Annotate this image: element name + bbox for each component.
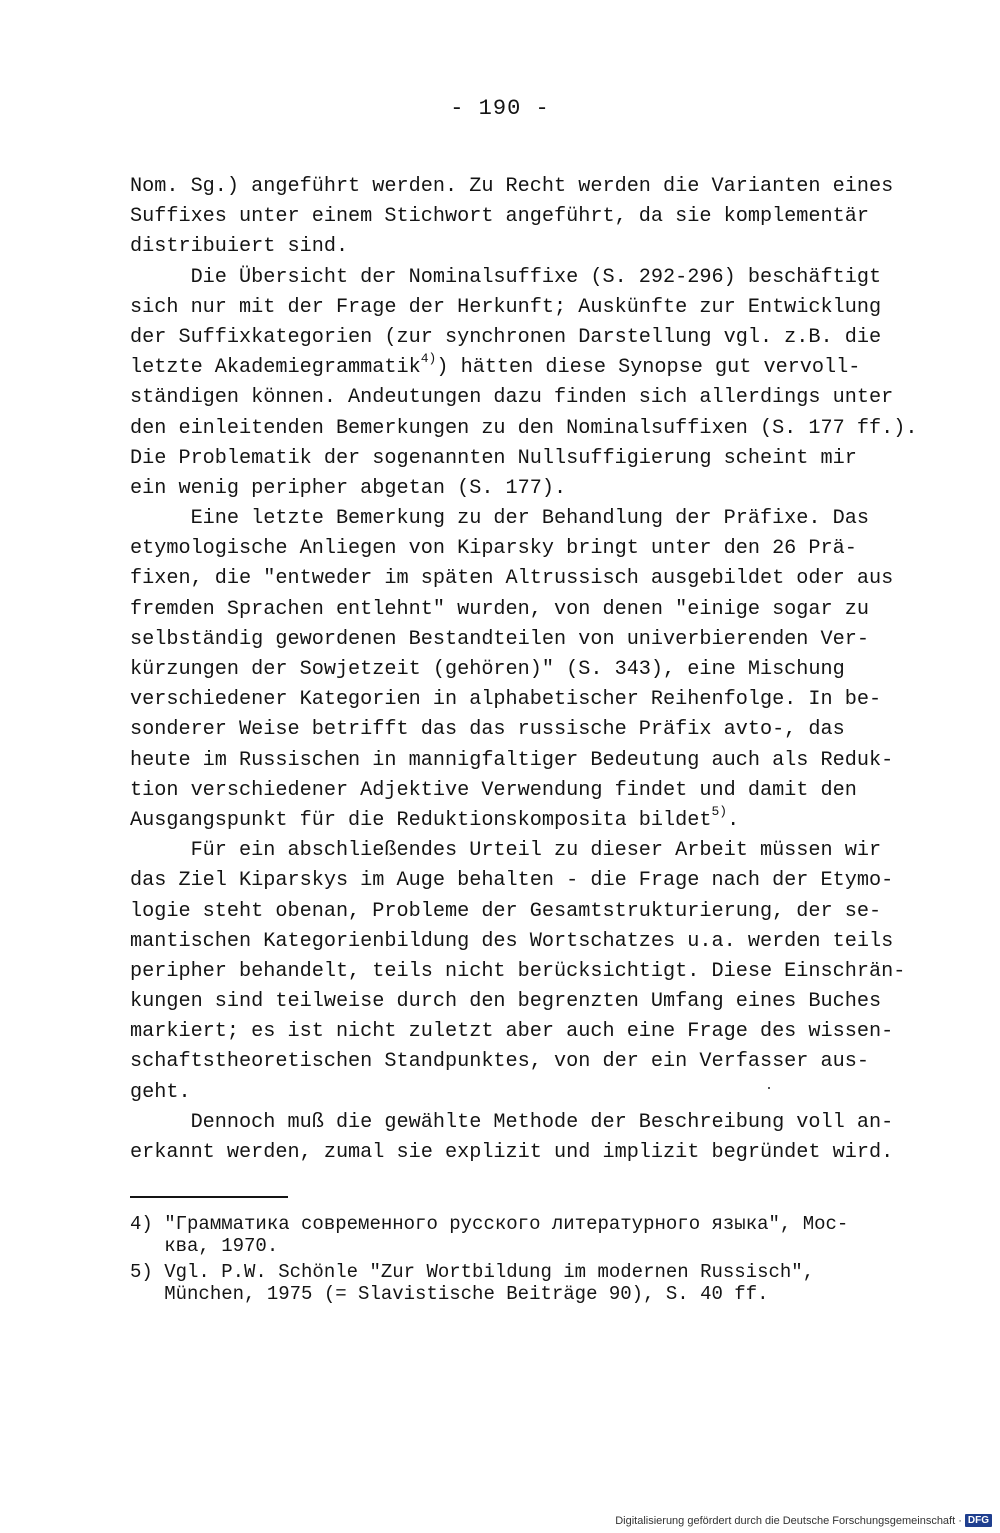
- footnote-marker: 4): [420, 351, 437, 367]
- text-line: [130, 383, 910, 413]
- text-line-content: sich nur mit der Frage der Herkunft; Auskünfte zur Entwicklung: [130, 295, 882, 319]
- text-line: [130, 776, 910, 806]
- text-line: [130, 897, 910, 927]
- text-line: [130, 474, 910, 504]
- text-line: [130, 1047, 910, 1077]
- text-line: [130, 414, 918, 444]
- text-line-content: Nom. Sg.) angeführt werden. Zu Recht werden die Varianten eines: [130, 175, 894, 198]
- text-line-content: mantischen Kategorienbildung des Wortschatzes u.a. werden teils: [130, 929, 894, 953]
- text-line-content: peripher behandelt, teils nicht berücksichtigt. Diese Einschrän-: [130, 959, 906, 983]
- text-line-content: erkannt werden, zumal sie explizit und implizit begründet wird.: [130, 1141, 894, 1164]
- text-line-content: Ausgangspunkt für die Reduktionskomposita bildet: [130, 808, 712, 832]
- text-line-content: der Suffixkategorien (zur synchronen Darstellung vgl. z.B. die: [130, 325, 882, 349]
- text-line-content: .: [727, 808, 740, 832]
- text-line: [130, 836, 910, 866]
- text-line-content: Die Problematik der sogenannten Nullsuffigierung scheint mir: [130, 446, 857, 470]
- text-line-content: selbständig gewordenen Bestandteilen von univerbierenden Ver-: [130, 627, 869, 651]
- text-line: [130, 323, 910, 353]
- text-line: [130, 685, 910, 715]
- text-line-content: markiert; es ist nicht zuletzt aber auch eine Frage des wissen-: [130, 1020, 894, 1044]
- body-text: [130, 172, 918, 1168]
- footnote: [130, 1261, 910, 1305]
- footnote-line: 4) "Грамматика современного русского литературного языка", Мос-: [130, 1213, 849, 1235]
- text-line-content: Eine letzte Bemerkung zu der Behandlung der Präfixe. Das: [130, 507, 869, 531]
- text-line: [130, 232, 910, 262]
- text-line: [130, 595, 910, 625]
- text-line-content: fixen, die "entweder im späten Altrussisch ausgebildet oder aus: [130, 567, 894, 591]
- digitization-credit: [615, 1514, 992, 1527]
- text-line: [130, 263, 910, 293]
- text-line-content: fremden Sprachen entlehnt" wurden, von denen "einige sogar zu: [130, 597, 869, 621]
- page-number: - 190 -: [450, 96, 550, 121]
- text-line: [130, 504, 910, 534]
- text-line: [130, 806, 910, 836]
- footnote: [130, 1213, 910, 1257]
- text-line-content: das Ziel Kiparskys im Auge behalten - die Frage nach der Etymo-: [130, 869, 894, 893]
- text-line-content: tion verschiedener Adjektive Verwendung findet und damit den: [130, 778, 857, 802]
- text-line-content: Dennoch muß die gewählte Methode der Beschreibung voll an-: [130, 1110, 894, 1134]
- text-line: [130, 866, 910, 896]
- footnote-divider: [130, 1196, 288, 1198]
- text-line-content: Die Übersicht der Nominalsuffixe (S. 292-296) beschäftigt: [130, 265, 882, 289]
- text-line: [130, 353, 910, 383]
- footnotes: [130, 1213, 910, 1305]
- text-line: [130, 625, 910, 655]
- footnote-line: München, 1975 (= Slavistische Beiträge 90), S. 40 ff.: [130, 1283, 769, 1305]
- text-line: [130, 172, 910, 202]
- text-line: [130, 534, 910, 564]
- footnote-line: 5) Vgl. P.W. Schönle "Zur Wortbildung im modernen Russisch",: [130, 1261, 815, 1283]
- text-line: [130, 1108, 910, 1138]
- dfg-logo: DFG: [965, 1514, 992, 1527]
- text-line-content: etymologische Anliegen von Kiparsky bringt unter den 26 Prä-: [130, 537, 857, 561]
- text-line-content: heute im Russischen in mannigfaltiger Bedeutung auch als Reduk-: [130, 748, 894, 772]
- text-line: [130, 746, 910, 776]
- text-line: [130, 444, 910, 474]
- text-line-content: geht.: [130, 1080, 191, 1104]
- text-line: [130, 202, 910, 232]
- footnote-line: ква, 1970.: [130, 1235, 279, 1257]
- text-line: [130, 1017, 910, 1047]
- text-line: [130, 715, 910, 745]
- text-line-content: letzte Akademiegrammatik: [130, 356, 421, 380]
- text-line-content: kürzungen der Sowjetzeit (gehören)" (S. 343), eine Mischung: [130, 658, 845, 681]
- text-line-content: distribuiert sind.: [130, 235, 349, 259]
- text-line-content: Suffixes unter einem Stichwort angeführt, da sie komplementär: [130, 205, 869, 229]
- text-line: [130, 1138, 910, 1168]
- text-line: [130, 987, 910, 1017]
- text-line: [130, 655, 910, 685]
- text-line: [130, 293, 910, 323]
- scan-speck: [768, 1087, 770, 1089]
- text-line: [130, 927, 910, 957]
- text-line-content: Für ein abschließendes Urteil zu dieser Arbeit müssen wir: [130, 839, 882, 863]
- text-line-content: ständigen können. Andeutungen dazu finden sich allerdings unter: [130, 386, 894, 410]
- text-line: [130, 1078, 910, 1108]
- text-line: [130, 957, 910, 987]
- text-line-content: logie steht obenan, Probleme der Gesamtstrukturierung, der se-: [130, 899, 882, 923]
- text-line-content: schaftstheoretischen Standpunktes, von der ein Verfasser aus-: [130, 1050, 869, 1074]
- footnote-marker: 5): [711, 804, 728, 820]
- text-line-content: sonderer Weise betrifft das das russische Präfix avto-, das: [130, 718, 845, 742]
- text-line-content: ) hätten diese Synopse gut vervoll-: [436, 356, 861, 380]
- text-line-content: ein wenig peripher abgetan (S. 177).: [130, 476, 567, 500]
- text-line-content: verschiedener Kategorien in alphabetischer Reihenfolge. In be-: [130, 688, 882, 712]
- credit-text: Digitalisierung gefördert durch die Deutsche Forschungsgemeinschaft ·: [615, 1514, 962, 1527]
- text-line-content: kungen sind teilweise durch den begrenzten Umfang eines Buches: [130, 990, 882, 1014]
- text-line-content: den einleitenden Bemerkungen zu den Nominalsuffixen (S. 177 ff.).: [130, 416, 918, 440]
- text-line: [130, 564, 910, 594]
